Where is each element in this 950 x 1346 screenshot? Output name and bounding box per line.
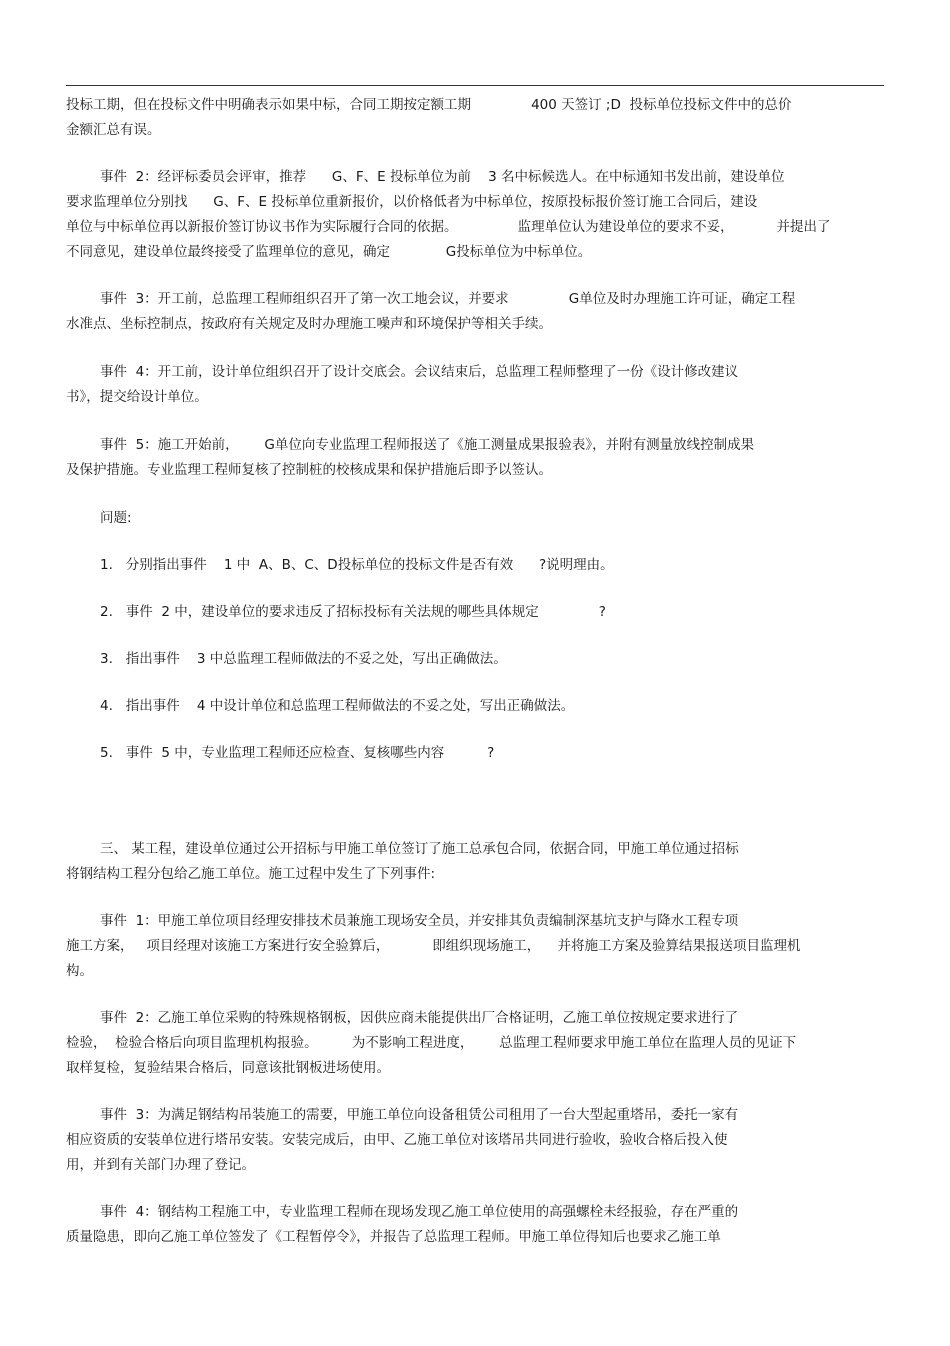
question-item: 1. 分别指出事件 1 中 A、B、C、D投标单位的投标文件是否有效 ?说明理由。 [100,557,614,573]
text-line: 投标工期，但在投标文件中明确表示如果中标，合同工期按定额工期 400 天签订 ;D 投标单位投标文件中的总价 [66,97,792,113]
text-line: 事件 4：开工前，设计单位组织召开了设计交底会。会议结束后，总监理工程师整理了一份《设计修改建议 [100,364,739,380]
text-line: 事件 2：乙施工单位采购的特殊规格钢板，因供应商未能提供出厂合格证明，乙施工单位按规定要求进行了 [100,1010,739,1026]
text-line: 及保护措施。专业监理工程师复核了控制桩的校核成果和保护措施后即予以签认。 [66,462,552,478]
text-line: 书》，提交给设计单位。 [66,389,208,405]
question-item: 2. 事件 2 中，建设单位的要求违反了招标投标有关法规的哪些具体规定 ? [100,604,606,620]
text-line: 事件 5：施工开始前， G单位向专业监理工程师报送了《施工测量成果报验表》，并附有测量放线控制成果 [100,437,755,453]
text-line: 水准点、坐标控制点，按政府有关规定及时办理施工噪声和环境保护等相关手续。 [66,316,552,332]
text-line: 施工方案， 项目经理对该施工方案进行安全验算后， 即组织现场施工， 并将施工方案及验算结果报送项目监理机 [66,938,801,954]
text-line: 金额汇总有误。 [66,122,161,138]
questions-heading: 问题: [100,510,132,526]
text-line: 取样复检，复验结果合格后，同意该批钢板进场使用。 [66,1060,390,1076]
text-line: 质量隐患，即向乙施工单位签发了《工程暂停令》，并报告了总监理工程师。甲施工单位得知后也要求乙施工单 [66,1229,721,1245]
header-rule [66,85,884,86]
question-item: 3. 指出事件 3 中总监理工程师做法的不妥之处，写出正确做法。 [100,651,507,667]
text-line: 事件 2：经评标委员会评审，推荐 G、F、E 投标单位为前 3 名中标候选人。在中标通知书发出前，建设单位 [100,169,785,185]
question-item: 4. 指出事件 4 中设计单位和总监理工程师做法的不妥之处，写出正确做法。 [100,698,575,714]
text-line: 相应资质的安装单位进行塔吊安装。安装完成后，由甲、乙施工单位对该塔吊共同进行验收，验收合格后投入使 [66,1132,728,1148]
text-line: 检验， 检验合格后向项目监理机构报验。 为不影响工程进度， 总监理工程师要求甲施工单位在监理人员的见证下 [66,1035,797,1051]
text-line: 单位与中标单位再以新报价签订协议书作为实际履行合同的依据。 监理单位认为建设单位的要求不妥， 并提出了 [66,219,831,235]
text-line: 不同意见，建设单位最终接受了监理单位的意见，确定 G投标单位为中标单位。 [66,244,592,260]
text-line: 事件 1：甲施工单位项目经理安排技术员兼施工现场安全员，并安排其负责编制深基坑支护与降水工程专项 [100,913,739,929]
section-heading: 三、 某工程，建设单位通过公开招标与甲施工单位签订了施工总承包合同，依据合同，甲施工单位通过招标 [100,841,739,857]
text-line: 事件 4：钢结构工程施工中，专业监理工程师在现场发现乙施工单位使用的高强螺栓未经报验，存在严重的 [100,1204,739,1220]
question-item: 5. 事件 5 中，专业监理工程师还应检查、复核哪些内容 ? [100,745,495,761]
text-line: 要求监理单位分别找 G、F、E 投标单位重新报价，以价格低者为中标单位，按原投标报价签订施工合同后，建设 [66,194,758,210]
text-line: 用，并到有关部门办理了登记。 [66,1157,255,1173]
text-line: 事件 3：开工前，总监理工程师组织召开了第一次工地会议，并要求 G单位及时办理施工许可证，确定工程 [100,291,796,307]
text-line: 构。 [66,963,93,979]
text-line: 事件 3：为满足钢结构吊装施工的需要，甲施工单位向设备租赁公司租用了一台大型起重塔吊，委托一家有 [100,1107,739,1123]
text-line: 将钢结构工程分包给乙施工单位。施工过程中发生了下列事件: [66,866,436,882]
